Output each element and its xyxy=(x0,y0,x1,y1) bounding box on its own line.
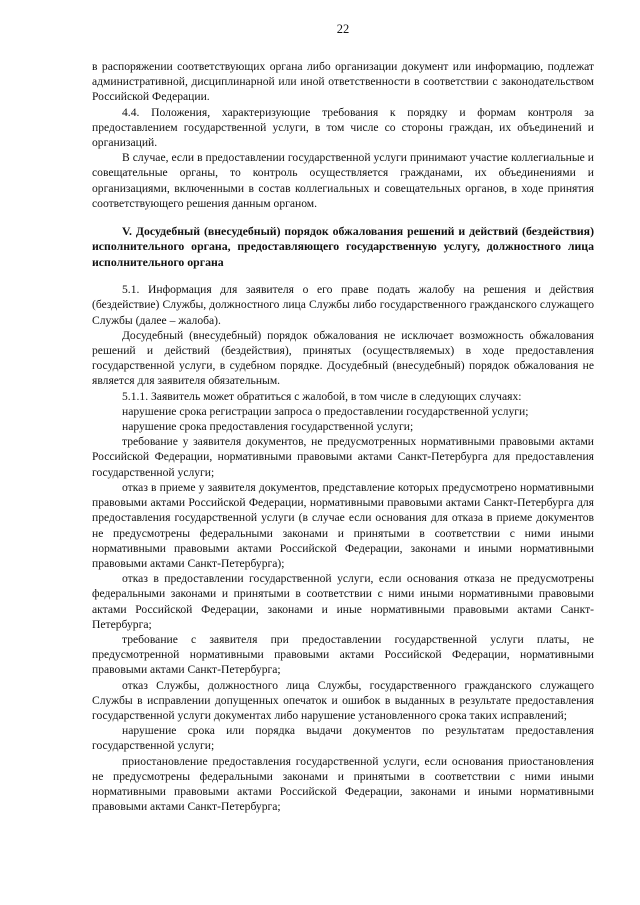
paragraph-collegial-bodies: В случае, если в предоставлении государственной услуги принимают участие коллегиальные и совещательные органы, то контроль осуществляется гражданами, их объединениями и организациями, включенными в состав коллегиальных и совещательных органов, в ходе принятия соответствующего решения данным органом. xyxy=(92,151,594,210)
paragraph-5-1: 5.1. Информация для заявителя о его праве подать жалобу на решения и действия (бездействие) Службы, должностного лица Службы либо государственного гражданского служащего Службы (далее – жалоба). xyxy=(92,283,594,327)
list-item-registration-deadline: нарушение срока регистрации запроса о предоставлении государственной услуги; xyxy=(122,404,529,418)
list-item-extra-documents: требование у заявителя документов, не предусмотренных нормативными правовыми актами Российской Федерации, нормативными правовыми актами Санкт-Петербурга для предоставления государственной услуги; xyxy=(92,435,594,479)
page-number: 22 xyxy=(336,22,350,36)
list-item-suspension: приостановление предоставления государственной услуги, если основания приостановления не предусмотрены федеральными законами и принятыми в соответствии с ними иными нормативными правовыми актами Российской Федерации, законами и иными нормативными правовыми актами Санкт-Петербурга; xyxy=(92,754,594,814)
paragraph-continuation: в распоряжении соответствующих органа либо организации документ или информацию, подлежат административной, дисциплинарной или иной ответственности в соответствии с законодательством Российской Федерации. xyxy=(92,60,594,104)
list-item-correction-refusal: отказ Службы, должностного лица Службы, государственного гражданского служащего Службы в исправлении допущенных опечаток и ошибок в выданных в результате предоставления государственной услуги документах либо нарушение установленного срока таких исправлений; xyxy=(92,678,594,722)
list-item-issuance-violation: нарушение срока или порядка выдачи документов по результатам предоставления государственной услуги; xyxy=(92,724,594,753)
list-item-refusal-to-accept-documents: отказ в приеме у заявителя документов, представление которых предусмотрено нормативными правовыми актами Российской Федерации, нормативными правовыми актами Санкт-Петербурга для предоставления государственной услуги (в случае если основания для отказа в приеме документов не предусмотрены федеральными законами и принятыми в соответствии с ними иными нормативными правовыми актами Российской Федерации, законами и иными нормативными правовыми актами Санкт-Петербурга); xyxy=(92,480,594,570)
paragraph-4-4: 4.4. Положения, характеризующие требования к порядку и формам контроля за предоставлением государственной услуги, в том числе со стороны граждан, их объединений и организаций. xyxy=(92,105,594,150)
paragraph-pretrial-procedure: Досудебный (внесудебный) порядок обжалования не исключает возможность обжалования решений и действий (бездействия), принятых (осуществляемых) в ходе предоставления государственной услуги, в судебном порядке. Досудебный (внесудебный) порядок обжалования не является для заявителя обязательным. xyxy=(92,328,594,388)
document-page xyxy=(92,22,594,814)
list-item-fee-demand: требование с заявителя при предоставлении государственной услуги платы, не предусмотренной нормативными правовыми актами Российской Федерации, нормативными правовыми актами Санкт-Петербурга; xyxy=(92,632,594,677)
list-item-service-deadline: нарушение срока предоставления государственной услуги; xyxy=(122,420,414,434)
paragraph-5-1-1: 5.1.1. Заявитель может обратиться с жалобой, в том числе в следующих случаях: xyxy=(122,389,522,403)
list-item-refusal-of-service: отказ в предоставлении государственной услуги, если основания отказа не предусмотрены федеральными законами и принятыми в соответствии с ними иными нормативными правовыми актами Российской Федерации, законами и иные нормативными правовыми актами Санкт-Петербурга; xyxy=(92,572,594,631)
section-v-heading: V. Досудебный (внесудебный) порядок обжалования решений и действий (бездействия) исполнительного органа, предоставляющего государственную услугу, должностного лица исполнительного органа xyxy=(92,224,594,269)
